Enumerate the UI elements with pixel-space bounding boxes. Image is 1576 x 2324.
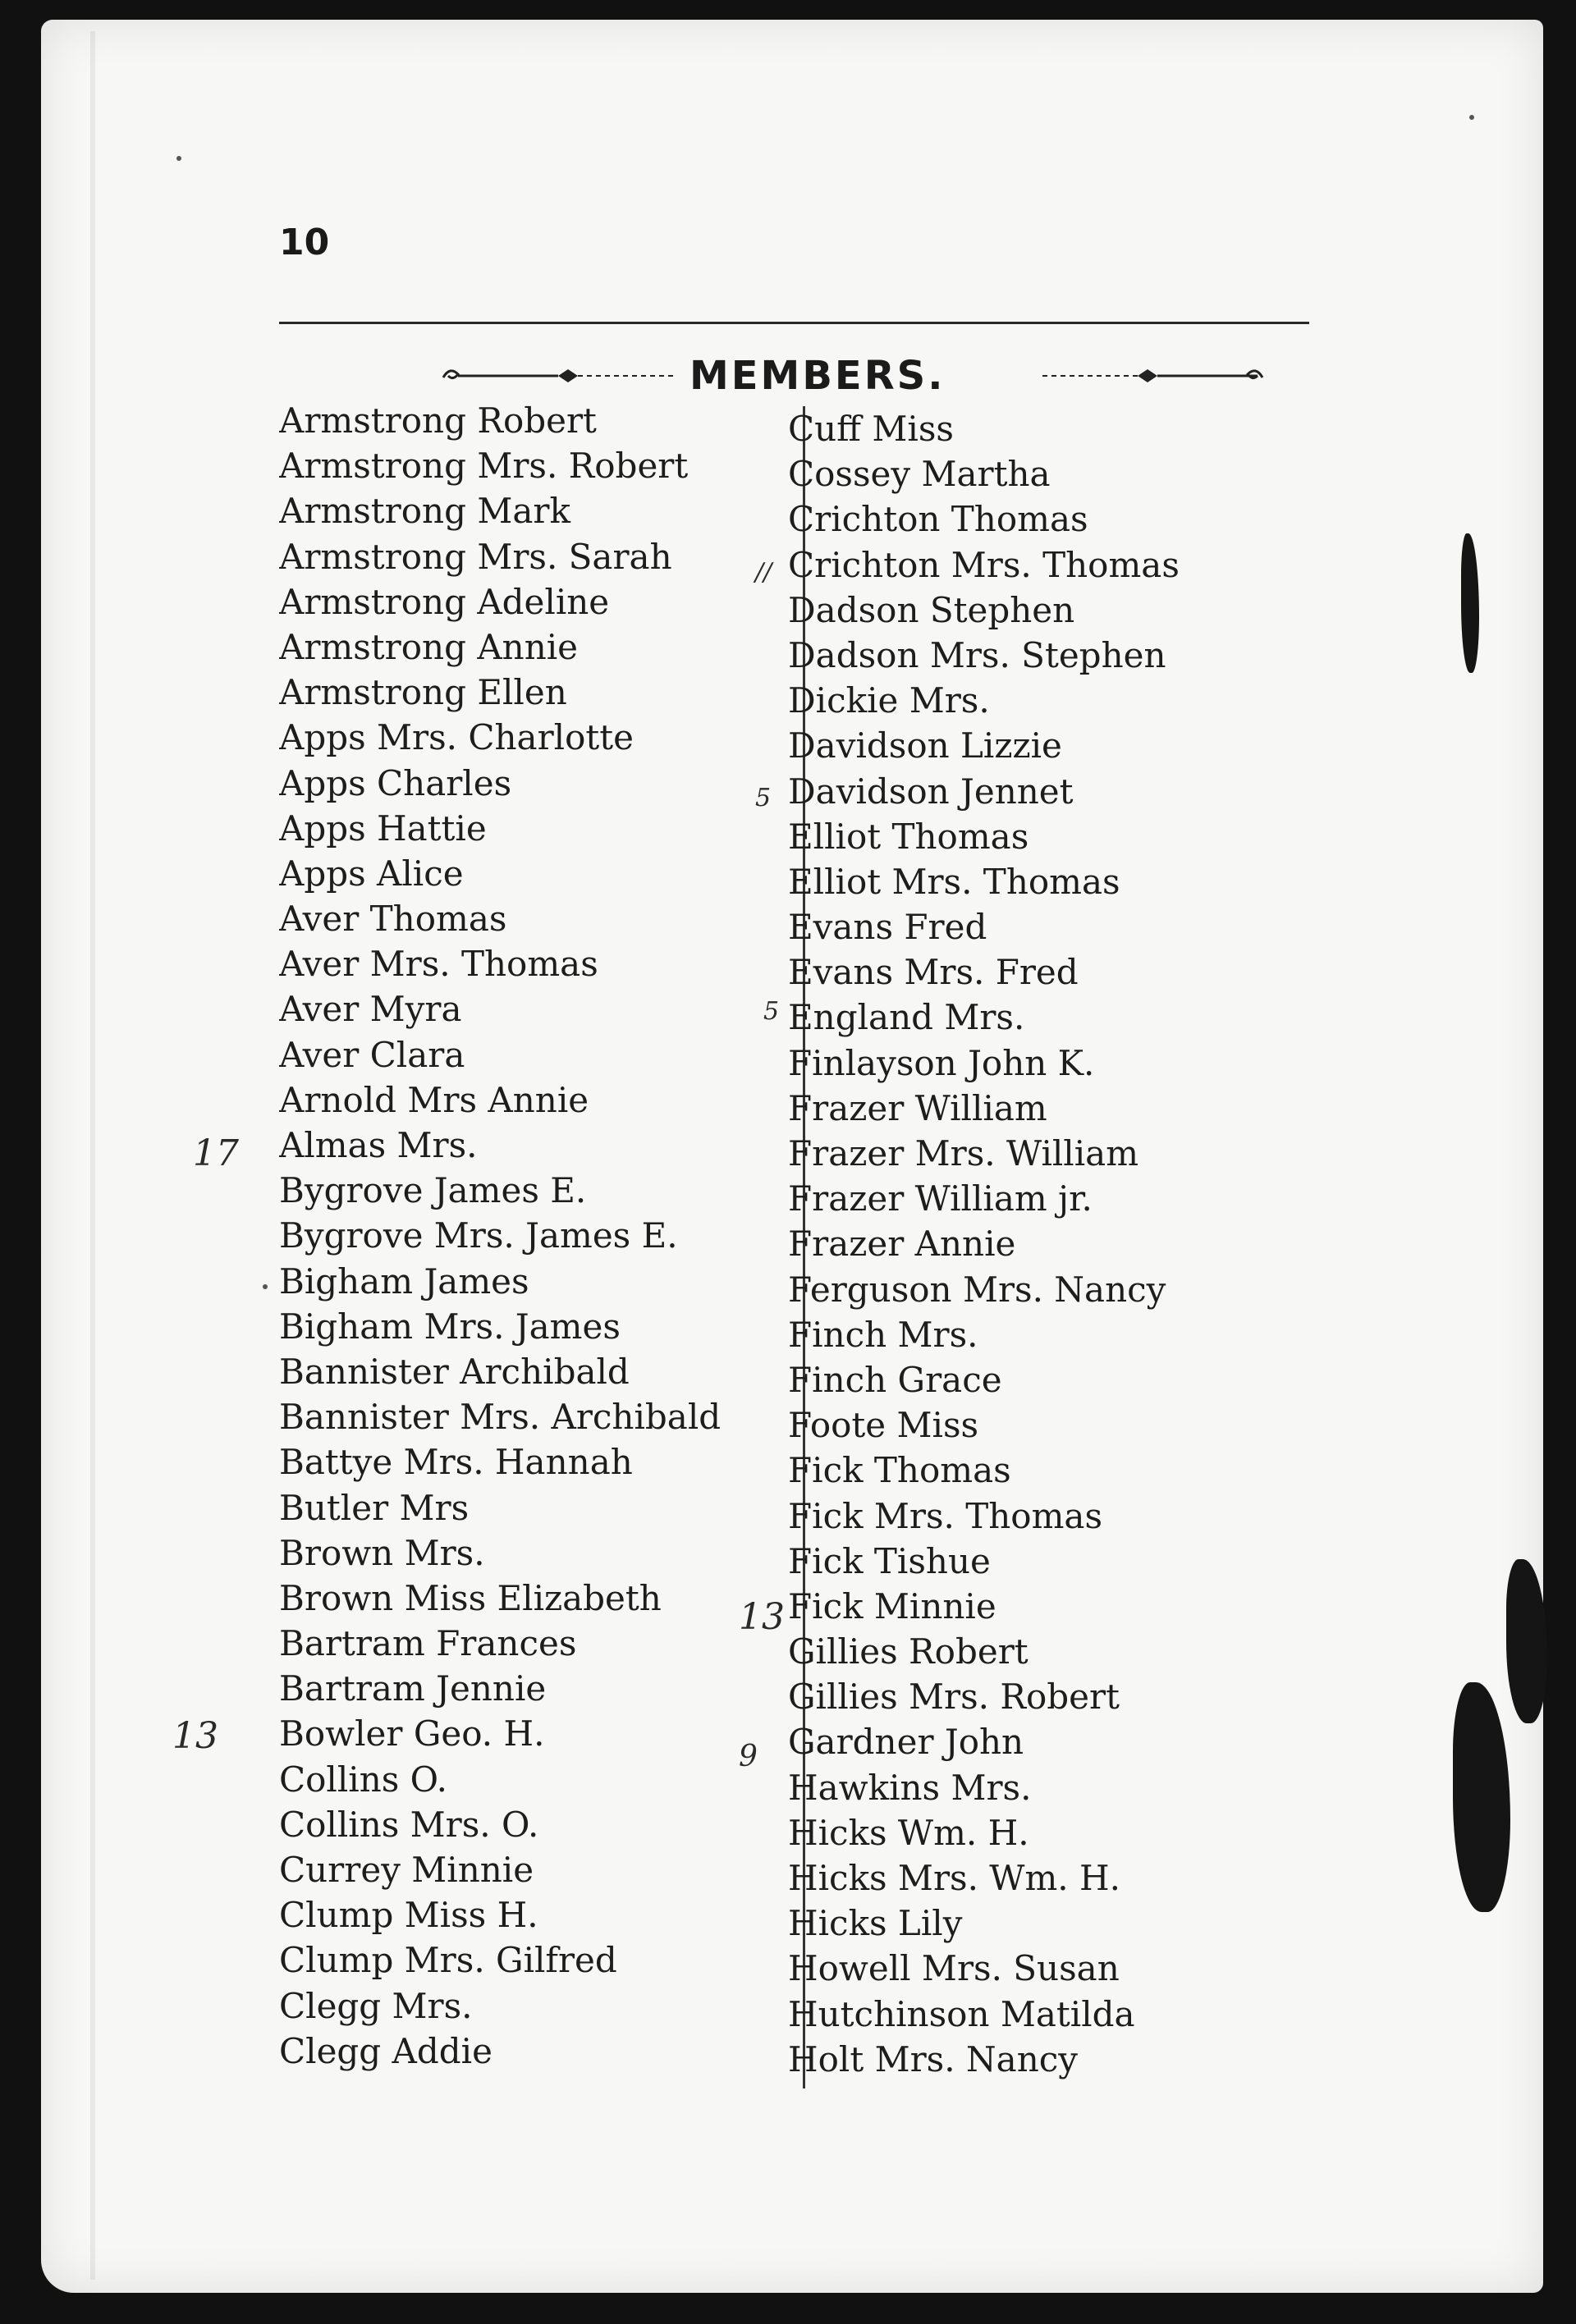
member-entry: Crichton Mrs. Thomas: [788, 544, 1180, 585]
member-entry: Currey Minnie: [279, 1850, 534, 1890]
member-entry: Finch Mrs.: [788, 1314, 978, 1355]
member-entry: Frazer Annie: [788, 1224, 1016, 1265]
member-entry: Collins O.: [279, 1759, 447, 1800]
member-entry: Bygrove Mrs. James E.: [279, 1215, 678, 1256]
member-entry: Gillies Robert: [788, 1631, 1029, 1672]
member-entry: Brown Mrs.: [279, 1532, 485, 1573]
member-entry: Hicks Lily: [788, 1903, 963, 1944]
member-entry: Bygrove James E.: [279, 1170, 587, 1211]
member-entry: Bowler Geo. H.: [279, 1713, 545, 1754]
member-entry: Aver Mrs. Thomas: [279, 944, 598, 985]
header-rule: [279, 322, 1309, 324]
member-entry: Clegg Addie: [279, 2030, 492, 2071]
member-entry: Evans Mrs. Fred: [788, 952, 1079, 993]
member-entry: Butler Mrs: [279, 1487, 470, 1528]
member-entry: Almas Mrs.: [279, 1125, 478, 1165]
member-entry: Evans Fred: [788, 907, 987, 948]
paper-speck: [263, 1284, 268, 1289]
member-entry: Clump Miss H.: [279, 1895, 538, 1936]
member-entry: Armstrong Mrs. Sarah: [279, 536, 672, 577]
member-entry: Finch Grace: [788, 1359, 1002, 1400]
member-entry: Davidson Lizzie: [788, 725, 1062, 766]
handwritten-margin-note: 13: [739, 1596, 785, 1638]
member-entry: Armstrong Robert: [279, 400, 597, 441]
member-entry: Elliot Mrs. Thomas: [788, 861, 1120, 902]
member-entry: Crichton Thomas: [788, 499, 1088, 540]
member-entry: Fick Minnie: [788, 1585, 996, 1626]
member-entry: Holt Mrs. Nancy: [788, 2038, 1079, 2079]
member-entry: Frazer William jr.: [788, 1178, 1093, 1219]
member-entry: Hicks Mrs. Wm. H.: [788, 1858, 1120, 1898]
member-entry: Bartram Jennie: [279, 1668, 547, 1709]
member-entry: Fick Mrs. Thomas: [788, 1495, 1103, 1536]
member-entry: Foote Miss: [788, 1405, 979, 1446]
member-entry: Bigham James: [279, 1260, 529, 1302]
members-heading: MEMBERS.: [690, 353, 946, 399]
member-entry: Elliot Thomas: [788, 816, 1029, 857]
right-flourish-ornament: [1034, 359, 1280, 392]
handwritten-margin-note: 5: [763, 997, 780, 1026]
paper-speck: [1469, 115, 1474, 120]
left-flourish-ornament: [435, 359, 681, 392]
member-entry: Bartram Frances: [279, 1623, 577, 1664]
member-entry: Apps Charles: [279, 762, 512, 803]
member-entry: Dadson Mrs. Stephen: [788, 634, 1166, 675]
member-entry: Aver Myra: [279, 989, 462, 1030]
member-entry: Gillies Mrs. Robert: [788, 1677, 1120, 1718]
member-entry: Armstrong Annie: [279, 626, 579, 667]
member-entry: Cossey Martha: [788, 454, 1051, 495]
member-entry: Armstrong Adeline: [279, 581, 610, 622]
page-fold-shadow: [90, 31, 95, 2280]
member-entry: Armstrong Mark: [279, 491, 570, 532]
member-entry: England Mrs.: [788, 997, 1025, 1038]
member-entry: Frazer Mrs. William: [788, 1133, 1139, 1173]
handwritten-margin-note: 17: [193, 1132, 239, 1174]
member-entry: Gardner John: [788, 1722, 1024, 1763]
member-entry: Bannister Mrs. Archibald: [279, 1397, 722, 1438]
member-entry: Arnold Mrs Annie: [279, 1079, 589, 1120]
member-entry: Frazer William: [788, 1087, 1047, 1128]
member-entry: Brown Miss Elizabeth: [279, 1577, 662, 1618]
member-entry: Dickie Mrs.: [788, 680, 990, 721]
member-entry: Collins Mrs. O.: [279, 1804, 539, 1845]
member-entry: Hutchinson Matilda: [788, 1993, 1135, 2034]
page-number: 10: [279, 222, 330, 263]
paper-speck: [176, 156, 181, 161]
member-entry: Clegg Mrs.: [279, 1985, 473, 2026]
member-entry: Bigham Mrs. James: [279, 1306, 621, 1347]
member-entry: Armstrong Ellen: [279, 672, 567, 713]
member-entry: Apps Mrs. Charlotte: [279, 717, 634, 758]
member-entry: Battye Mrs. Hannah: [279, 1442, 633, 1483]
member-entry: Aver Thomas: [279, 899, 507, 940]
members-list-left: [279, 398, 804, 2074]
handwritten-margin-note: 9: [739, 1740, 758, 1773]
member-entry: Davidson Jennet: [788, 771, 1074, 812]
members-list-right: [788, 406, 1297, 2082]
member-entry: Bannister Archibald: [279, 1351, 630, 1392]
member-entry: Hicks Wm. H.: [788, 1812, 1029, 1853]
member-entry: Fick Thomas: [788, 1450, 1011, 1491]
member-entry: Dadson Stephen: [788, 589, 1075, 630]
member-entry: Apps Alice: [279, 853, 464, 894]
member-entry: Finlayson John K.: [788, 1042, 1095, 1083]
member-entry: Aver Clara: [279, 1034, 465, 1075]
member-entry: Hawkins Mrs.: [788, 1767, 1032, 1808]
member-entry: Howell Mrs. Susan: [788, 1948, 1120, 1989]
member-entry: Ferguson Mrs. Nancy: [788, 1269, 1166, 1310]
handwritten-margin-note: 13: [172, 1715, 218, 1757]
member-entry: Clump Mrs. Gilfred: [279, 1940, 617, 1981]
handwritten-margin-note: //: [755, 558, 772, 587]
handwritten-margin-note: 5: [755, 784, 772, 812]
member-entry: Armstrong Mrs. Robert: [279, 446, 689, 487]
member-entry: Cuff Miss: [788, 409, 954, 449]
member-entry: Apps Hattie: [279, 807, 487, 849]
member-entry: Fick Tishue: [788, 1540, 991, 1581]
